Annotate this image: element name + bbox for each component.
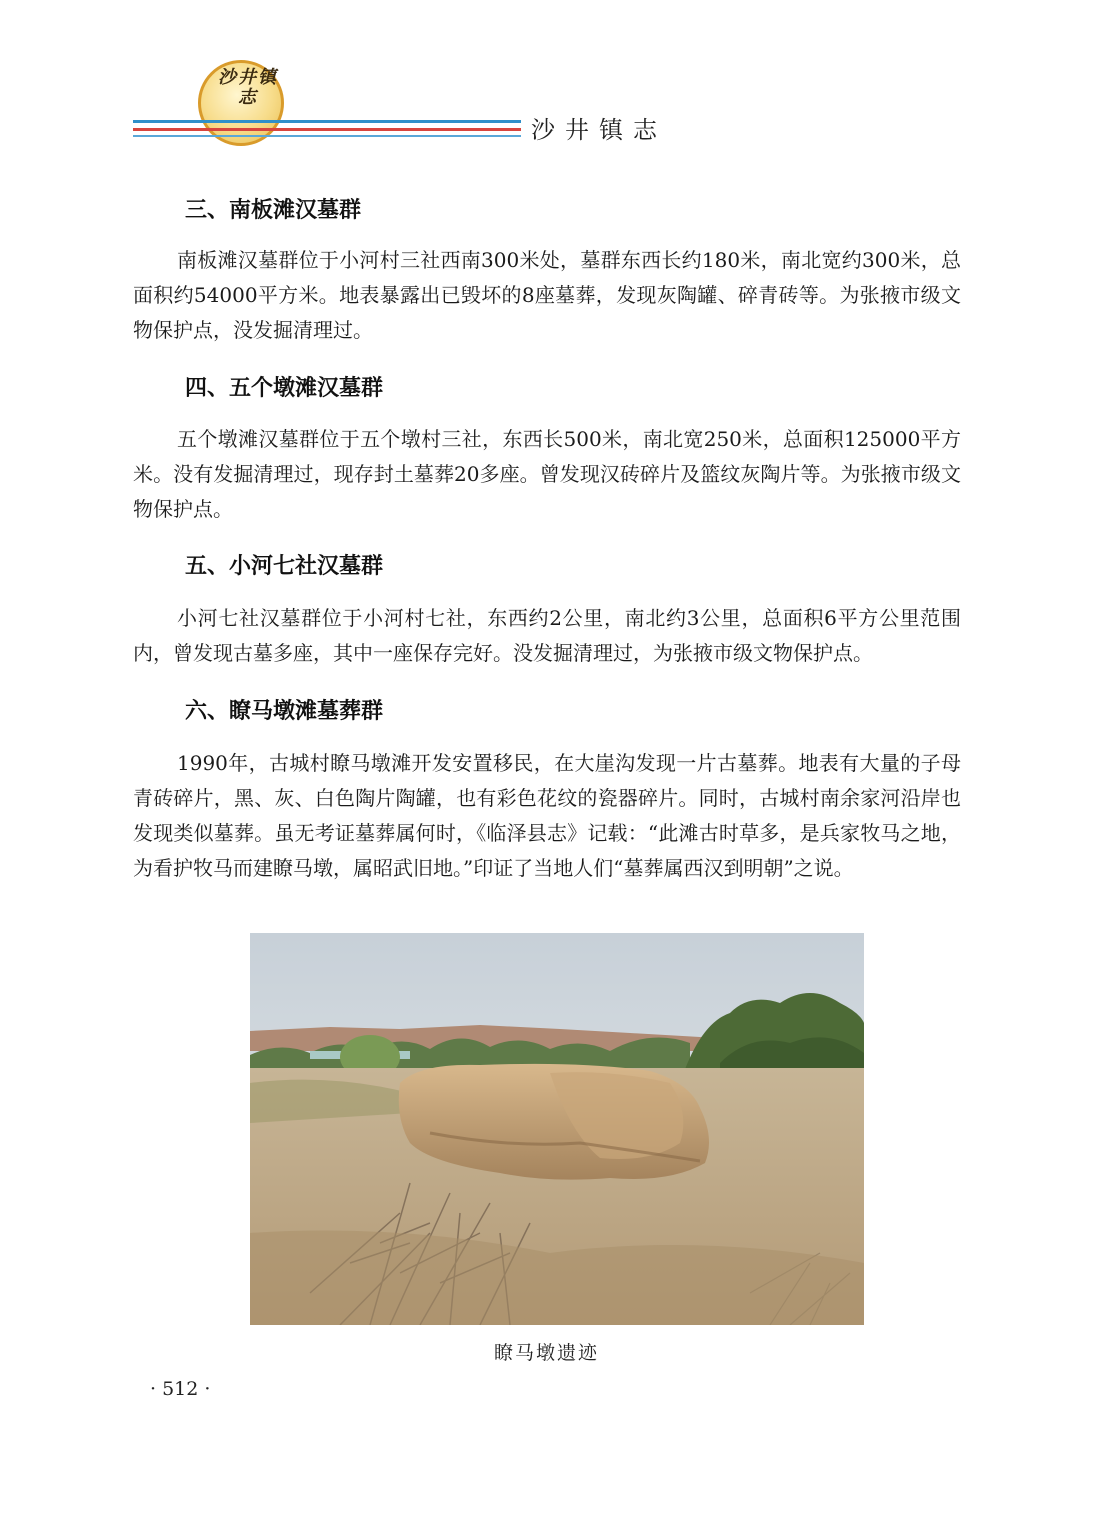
section-body-3: 小河七社汉墓群位于小河村七社，东西约2公里，南北约3公里，总面积6平方公里范围内，曾发现古墓多座，其中一座保存完好。没发掘清理过，为张掖市级文物保护点。 (133, 606, 961, 665)
header-rule-blue (133, 120, 521, 123)
header-rule-blue-thin (133, 135, 521, 137)
site-photo (250, 933, 864, 1325)
section-heading-2: 四、五个墩滩汉墓群 (185, 376, 384, 401)
logo-text: 沙井镇志 (218, 67, 278, 108)
section-heading-1: 三、南板滩汉墓群 (185, 198, 362, 223)
section-body-2: 五个墩滩汉墓群位于五个墩村三社，东西长500米，南北宽250米，总面积125000平方米。没有发掘清理过，现存封土墓葬20多座。曾发现汉砖碎片及篮纹灰陶片等。为张掖市级文物保护点。 (133, 427, 961, 521)
page-number: · 512 · (150, 1378, 211, 1400)
section-heading-4: 六、瞭马墩滩墓葬群 (185, 699, 384, 724)
running-title: 沙井镇志 (531, 116, 667, 144)
section-body-1: 南板滩汉墓群位于小河村三社西南300米处，墓群东西长约180米，南北宽约300米，总面积约54000平方米。地表暴露出已毁坏的8座墓葬，发现灰陶罐、碎青砖等。为张掖市级文物保护点，没发掘清理过。 (133, 248, 961, 342)
figure-caption: 瞭马墩遗迹 (493, 1342, 599, 1364)
page-header (0, 0, 1093, 150)
section-body-4: 1990年，古城村瞭马墩滩开发安置移民，在大崖沟发现一片古墓葬。地表有大量的子母青砖碎片，黑、灰、白色陶片陶罐，也有彩色花纹的瓷器碎片。同时，古城村南余家河沿岸也发现类似墓葬。虽无考证墓葬属何时，《临泽县志》记载：“此滩古时草多，是兵家牧马之地，为看护牧马而建瞭马墩，属昭武旧地。”印证了当地人们“墓葬属西汉到明朝”之说。 (133, 751, 961, 880)
header-rule-red (133, 128, 521, 131)
section-heading-3: 五、小河七社汉墓群 (185, 554, 384, 579)
